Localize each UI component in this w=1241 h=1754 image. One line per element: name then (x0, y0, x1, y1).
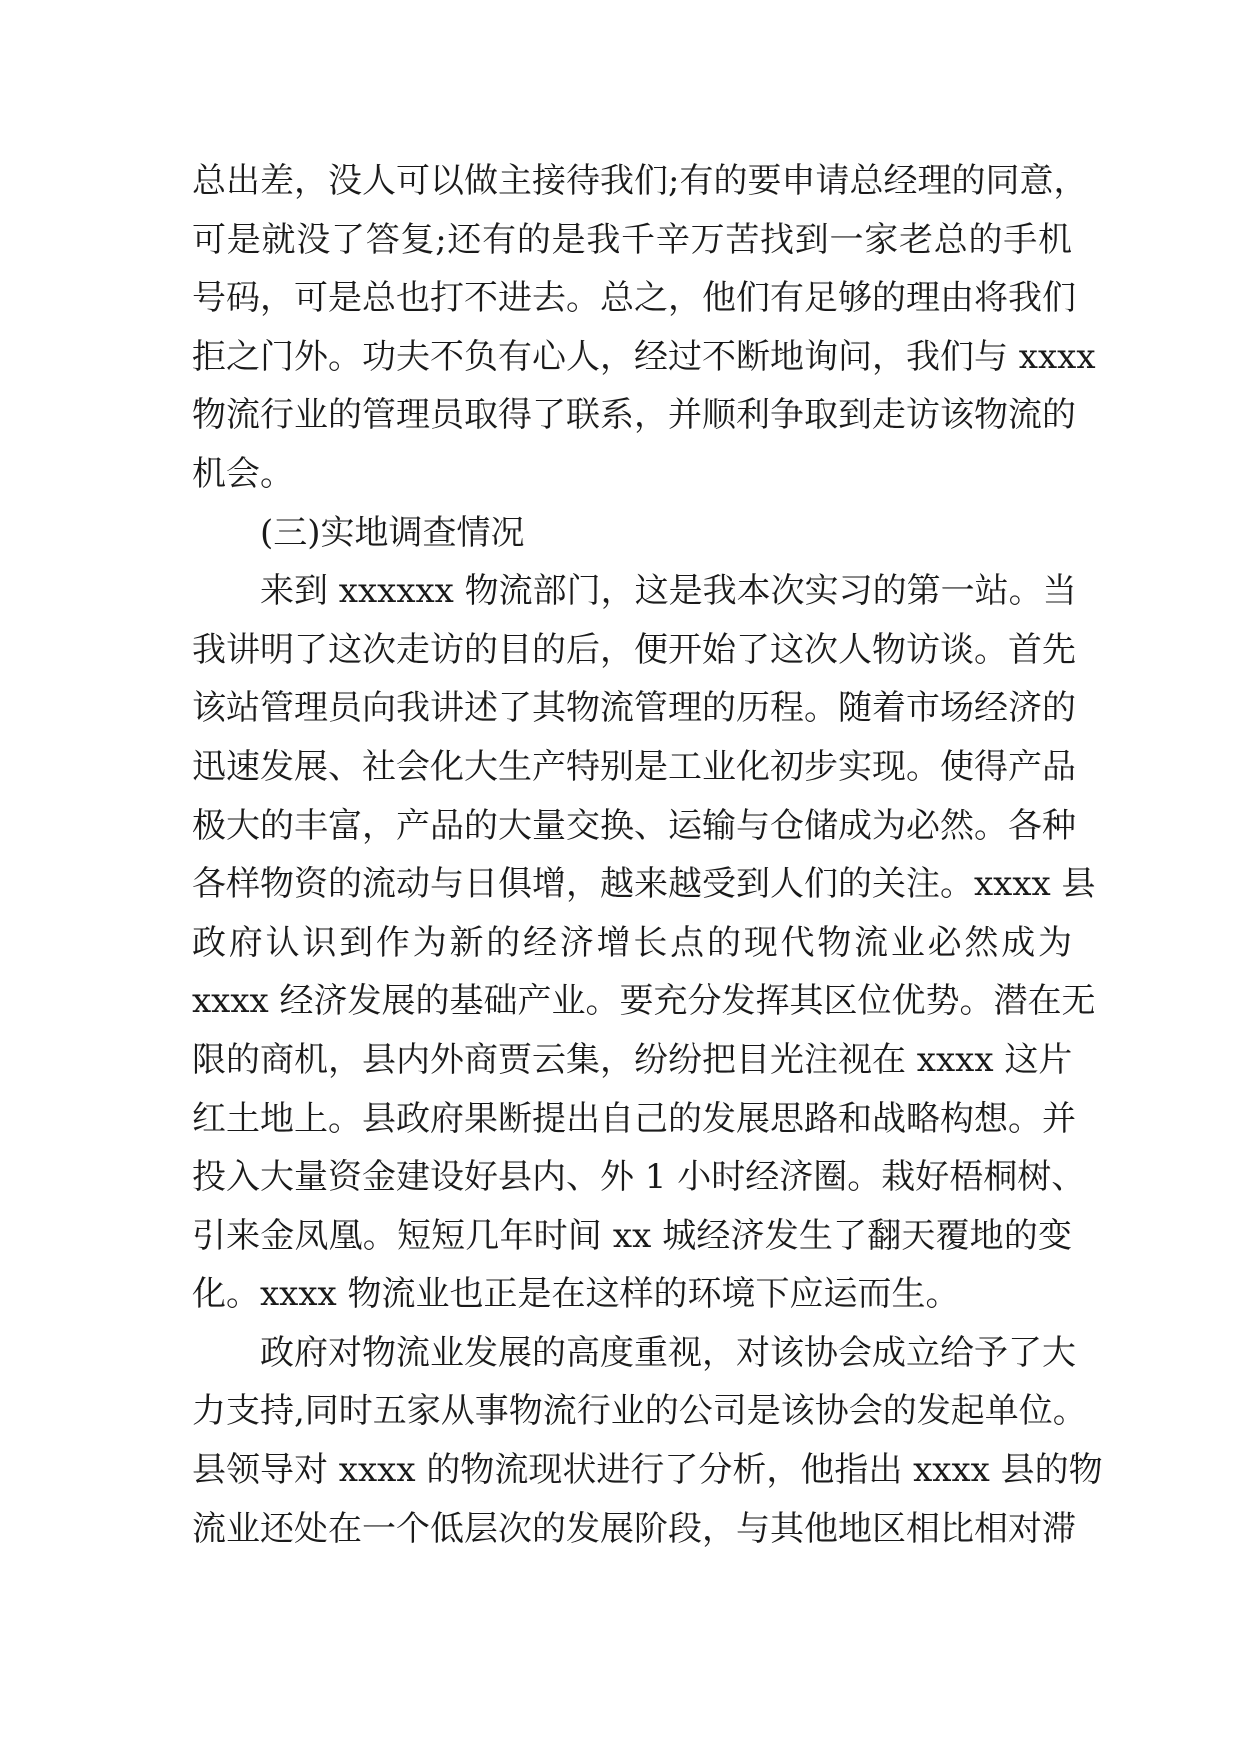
text-line: 拒之门外。功夫不负有心人，经过不断地询问，我们与 xxxx (192, 336, 1096, 377)
text-line: xxxx 经济发展的基础产业。要充分发挥其区位优势。潜在无 (192, 981, 1096, 1022)
text-line: 力支持,同时五家从事物流行业的公司是该协会的发起单位。 (192, 1391, 1087, 1432)
text-line: 各样物资的流动与日俱增，越来越受到人们的关注。xxxx 县 (192, 864, 1096, 905)
text-line: 该站管理员向我讲述了其物流管理的历程。随着市场经济的 (192, 688, 1076, 729)
text-line: 引来金凤凰。短短几年时间 xx 城经济发生了翻天覆地的变 (192, 1215, 1072, 1256)
paragraph-1 (192, 152, 1096, 504)
text-line: 来到 xxxxxx 物流部门，这是我本次实习的第一站。当 (260, 571, 1077, 612)
text-line: 流业还处在一个低层次的发展阶段，与其他地区相比相对滞 (192, 1508, 1076, 1549)
text-line: 极大的丰富，产品的大量交换、运输与仓储成为必然。各种 (192, 805, 1076, 846)
text-line: 化。xxxx 物流业也正是在这样的环境下应运而生。 (192, 1274, 960, 1315)
text-line: 我讲明了这次走访的目的后，便开始了这次人物访谈。首先 (192, 629, 1076, 670)
text-line: 可是就没了答复;还有的是我千辛万苦找到一家老总的手机 (192, 219, 1072, 260)
text-line: 号码，可是总也打不进去。总之，他们有足够的理由将我们 (192, 278, 1076, 319)
text-line: 投入大量资金建设好县内、外 1 小时经济圈。栽好梧桐树、 (192, 1157, 1086, 1198)
text-line: 限的商机，县内外商贾云集，纷纷把目光注视在 xxxx 这片 (192, 1039, 1073, 1080)
text-line: 物流行业的管理员取得了联系，并顺利争取到走访该物流的 (192, 395, 1076, 436)
text-line: 政府认识到作为新的经济增长点的现代物流业必然成为 (192, 922, 1072, 963)
paragraph-2 (192, 562, 1096, 1324)
document-body (192, 152, 1103, 1558)
paragraph-3 (192, 1324, 1103, 1558)
text-line: 迅速发展、社会化大生产特别是工业化初步实现。使得产品 (192, 746, 1076, 787)
text-line: 机会。 (192, 453, 294, 494)
section-heading: (三)实地调查情况 (260, 512, 525, 553)
text-line: 政府对物流业发展的高度重视，对该协会成立给予了大 (260, 1332, 1076, 1373)
text-line: 红土地上。县政府果断提出自己的发展思路和战略构想。并 (192, 1098, 1076, 1139)
text-line: 总出差，没人可以做主接待我们;有的要申请总经理的同意， (192, 161, 1088, 201)
text-line: 县领导对 xxxx 的物流现状进行了分析，他指出 xxxx 县的物 (192, 1450, 1103, 1491)
